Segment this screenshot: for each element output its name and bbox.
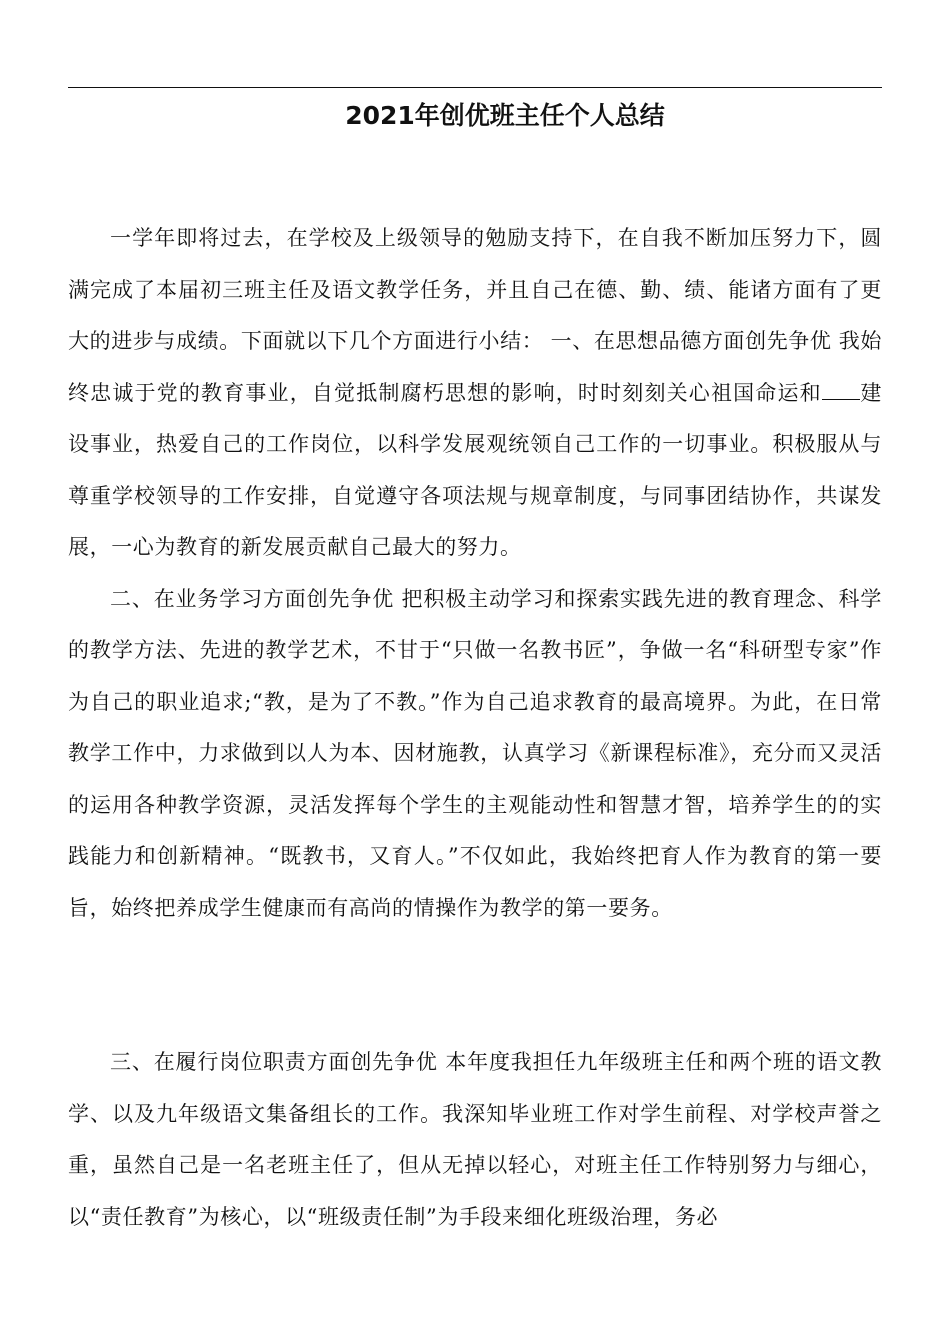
paragraph-2: 二、在业务学习方面创先争优 把积极主动学习和探索实践先进的教育理念、科学的教学方法、先进的教学艺术，不甘于“只做一名教书匠”，争做一名“科研型专家”作为自己的职业追求;“教，是为了不教。”作为自己追求教育的最高境界。为此，在日常教学工作中，力求做到以人为本、因材施教，认真学习《新课程标准》，充分而又灵活的运用各种教学资源，灵活发挥每个学生的主观能动性和智慧才智，培养学生的的实践能力和创新精神。“既教书，又育人。”不仅如此，我始终把育人作为教育的第一要旨，始终把养成学生健康而有高尚的情操作为教学的第一要务。 xyxy=(68,586,882,920)
document-title: 2021年创优班主任个人总结 xyxy=(345,101,665,130)
paragraph-1-part-b: 建设事业，热爱自己的工作岗位，以科学发展观统领自己工作的一切事业。积极服从与尊重学校领导的工作安排，自觉遵守各项法规与规章制度，与同事团结协作，共谋发展，一心为教育的新发展贡献自己最大的努力。 xyxy=(68,380,882,559)
text-block-2 xyxy=(68,1037,882,1243)
fill-in-blank xyxy=(822,398,860,400)
paragraph-1 xyxy=(68,213,882,574)
header-rule xyxy=(68,87,882,88)
text-block-1 xyxy=(68,213,882,934)
paragraph-3: 三、在履行岗位职责方面创先争优 本年度我担任九年级班主任和两个班的语文教学、以及九年级语文集备组长的工作。我深知毕业班工作对学生前程、对学校声誉之重，虽然自己是一名老班主任了，但从无掉以轻心，对班主任工作特别努力与细心，以“责任教育”为核心，以“班级责任制”为手段来细化班级治理，务必 xyxy=(68,1050,882,1229)
paragraph-1-part-a: 一学年即将过去，在学校及上级领导的勉励支持下，在自我不断加压努力下，圆满完成了本届初三班主任及语文教学任务，并且自己在德、勤、绩、能诸方面有了更大的进步与成绩。下面就以下几个方面进行小结： 一、在思想品德方面创先争优 我始终忠诚于党的教育事业，自觉抵制腐朽思想的影响，时时刻刻关心祖国命运和 xyxy=(68,226,882,405)
